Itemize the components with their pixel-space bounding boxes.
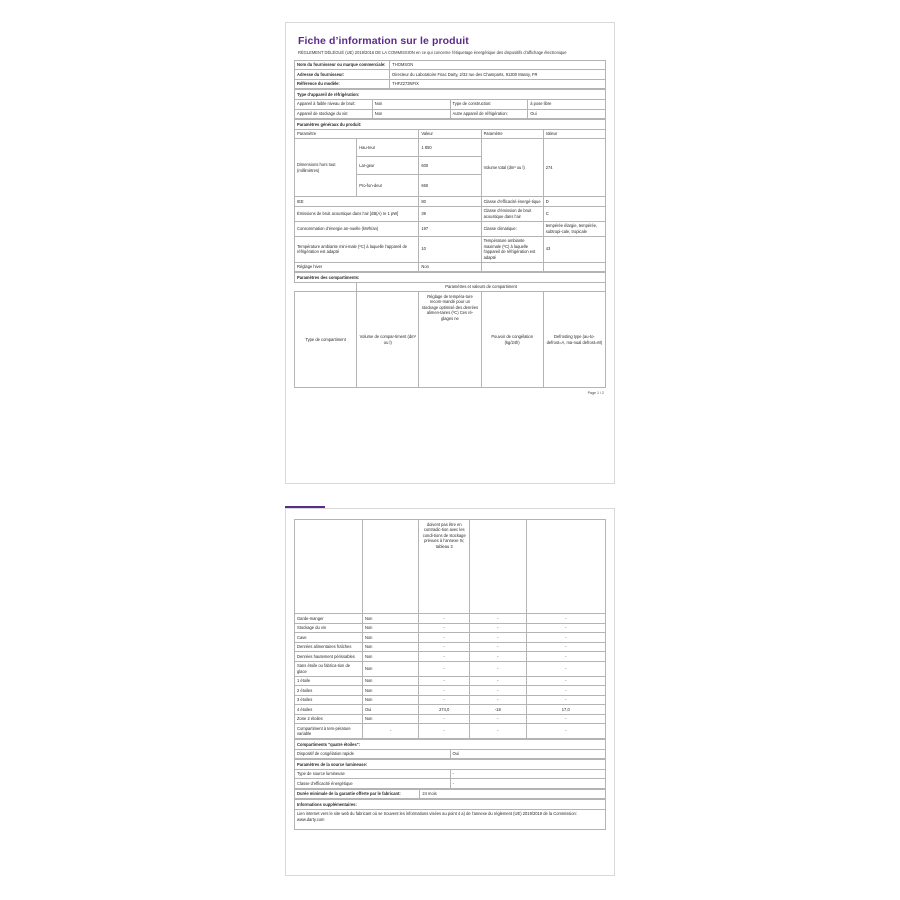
supplier-name-value: THOMSON bbox=[390, 60, 606, 70]
supplier-address-label: Adresse du fournisseur: bbox=[295, 70, 390, 80]
compartment-freezing: - bbox=[526, 614, 606, 624]
table-row bbox=[295, 652, 606, 662]
compartment-temperature: - bbox=[470, 614, 526, 624]
table-header-row bbox=[295, 292, 606, 388]
section-label: Compartiments "quatre étoiles": bbox=[295, 740, 606, 750]
page-number: Page 1 / 2 bbox=[587, 391, 604, 396]
table-header-row bbox=[295, 282, 606, 292]
light-source-type-label: Type de source lumineuse bbox=[295, 769, 451, 779]
light-source-class-value: - bbox=[450, 779, 606, 789]
compartment-temperature: - bbox=[470, 661, 526, 676]
compartment-volume: - bbox=[419, 724, 470, 739]
fast-freeze-value: Oui bbox=[450, 749, 606, 759]
compartment-freezing: - bbox=[526, 661, 606, 676]
supplier-address-value: Directeur du Laboratoire Fnac Darty, 2/32 rue des Champarts, 91300 Massy, FR bbox=[390, 70, 606, 80]
empty-cell-1 bbox=[481, 262, 543, 272]
compartment-volume: - bbox=[419, 652, 470, 662]
table-row bbox=[295, 749, 606, 759]
iee-value: 80 bbox=[419, 197, 481, 207]
table-row bbox=[295, 139, 606, 157]
table-row bbox=[295, 789, 606, 799]
energy-class-value: D bbox=[543, 197, 605, 207]
noise-emissions-label: Émissions de bruit acoustique dans l’air [dB(A) re 1 pW] bbox=[295, 206, 419, 221]
table-row bbox=[295, 695, 606, 705]
compartment-name: 2 étoiles bbox=[295, 686, 363, 696]
dimension-depth-value: 660 bbox=[419, 175, 481, 197]
fast-freeze-label: Dispositif de congélation rapide bbox=[295, 749, 451, 759]
table-row bbox=[295, 705, 606, 715]
compartment-freezing: - bbox=[526, 633, 606, 643]
empty-cell-2 bbox=[543, 262, 605, 272]
compartment-volume: - bbox=[419, 695, 470, 705]
compartment-volume: - bbox=[419, 661, 470, 676]
compartment-name: Cave bbox=[295, 633, 363, 643]
warranty-value: 24 mois bbox=[420, 789, 606, 799]
section-header-four-star bbox=[295, 740, 606, 750]
section-label: Paramètres de la source lumineuse: bbox=[295, 760, 606, 770]
other-appliance-label: Autre appareil de réfrigération: bbox=[450, 109, 528, 119]
appliance-type-table bbox=[294, 89, 606, 119]
supplier-name-label: Nom du fournisseur ou marque commerciale: bbox=[295, 60, 390, 70]
compartment-present: Non bbox=[362, 676, 418, 686]
compartment-name: 1 étoile bbox=[295, 676, 363, 686]
section-header-compartments bbox=[295, 273, 606, 283]
dimension-height-value: 1 850 bbox=[419, 139, 481, 157]
header-value-2: Valeur bbox=[543, 129, 605, 139]
compartment-present: Non bbox=[362, 686, 418, 696]
iee-label: IEE bbox=[295, 197, 419, 207]
compartment-freezing: - bbox=[526, 714, 606, 724]
table-row bbox=[295, 642, 606, 652]
compartment-name: Denrées alimentaires fraîches bbox=[295, 642, 363, 652]
header-value-1: Valeur bbox=[419, 129, 481, 139]
manufacturer-website-text: Lien internet vers le site web du fabricant où se trouvent les informations visées au point 4 a) de l’annexe du règlement (UE) 2019/2019 de la Commission: www.darty.com bbox=[295, 809, 606, 829]
compartment-freezing: - bbox=[526, 652, 606, 662]
compartment-volume: - bbox=[419, 676, 470, 686]
compartments-table-header bbox=[294, 272, 606, 388]
header-continuation-spacer-2 bbox=[362, 520, 418, 614]
table-row bbox=[295, 769, 606, 779]
compartment-present: Non bbox=[362, 623, 418, 633]
header-freezing-capacity: Pouvoir de congélation (kg/24h) bbox=[481, 292, 543, 388]
min-ambient-temp-label: Température ambiante mini-male (ºC) à laquelle l’appareil de réfrigération est adapté bbox=[295, 236, 419, 262]
table-row bbox=[295, 661, 606, 676]
compartment-freezing: - bbox=[526, 724, 606, 739]
header-defrosting-type: Defrosting type (au-to-defrost=A, ma-nual defrost=M) bbox=[543, 292, 605, 388]
noise-emissions-value: 39 bbox=[419, 206, 481, 221]
low-noise-label: Appareil à faible niveau de bruit: bbox=[295, 99, 373, 109]
page-title: Fiche d’information sur le produit bbox=[298, 35, 469, 47]
wine-storage-label: Appareil de stockage du vin: bbox=[295, 109, 373, 119]
compartment-temperature: - bbox=[470, 633, 526, 643]
compartment-temperature: - bbox=[470, 695, 526, 705]
compartment-present: - bbox=[362, 724, 418, 739]
header-parameter-1: Paramètre bbox=[295, 129, 419, 139]
compartment-volume: - bbox=[419, 714, 470, 724]
header-compartment-type: Type de compartiment bbox=[295, 292, 357, 388]
energy-class-label: Classe d’efficacité énergé-tique bbox=[481, 197, 543, 207]
additional-info-table bbox=[294, 799, 606, 830]
header-continuation-spacer-4 bbox=[526, 520, 606, 614]
compartment-temperature: -18 bbox=[470, 705, 526, 715]
model-label: Référence du modèle: bbox=[295, 79, 390, 89]
section-header-additional bbox=[295, 800, 606, 810]
compartment-freezing: - bbox=[526, 676, 606, 686]
compartment-temperature: - bbox=[470, 623, 526, 633]
dimension-width-label: Lar-geur bbox=[357, 157, 419, 175]
other-appliance-value: Oui bbox=[528, 109, 606, 119]
table-row bbox=[295, 614, 606, 624]
table-row bbox=[295, 633, 606, 643]
compartment-present: Oui bbox=[362, 705, 418, 715]
table-row bbox=[295, 99, 606, 109]
compartment-name: Zone 2 étoiles bbox=[295, 714, 363, 724]
compartment-freezing: - bbox=[526, 695, 606, 705]
header-continuation-spacer-3 bbox=[470, 520, 526, 614]
table-row bbox=[295, 724, 606, 739]
section-label: Type d’appareil de réfrigération: bbox=[295, 90, 606, 100]
compartment-freezing: - bbox=[526, 623, 606, 633]
compartment-name: 3 étoiles bbox=[295, 695, 363, 705]
table-row bbox=[295, 262, 606, 272]
dimensions-label: Dimensions hors tout (millimètres) bbox=[295, 139, 357, 197]
compartment-present: Non bbox=[362, 695, 418, 705]
compartment-volume: - bbox=[419, 642, 470, 652]
compartment-name: Stockage du vin bbox=[295, 623, 363, 633]
compartment-temperature: - bbox=[470, 676, 526, 686]
construction-type-label: Type de construction: bbox=[450, 99, 528, 109]
compartment-name: Garde-manger bbox=[295, 614, 363, 624]
noise-class-value: C bbox=[543, 206, 605, 221]
table-row bbox=[295, 60, 606, 70]
dimension-height-label: Hau-teur bbox=[357, 139, 419, 157]
table-row bbox=[295, 714, 606, 724]
compartment-volume: - bbox=[419, 614, 470, 624]
compartments-span-header: Paramètres et valeurs de compartiment bbox=[357, 282, 606, 292]
light-source-type-value: - bbox=[450, 769, 606, 779]
construction-type-value: à pose libre bbox=[528, 99, 606, 109]
table-row bbox=[295, 809, 606, 829]
supplier-table bbox=[294, 60, 606, 90]
four-star-table bbox=[294, 739, 606, 759]
climate-class-label: Classe climatique: bbox=[481, 221, 543, 236]
general-parameters-table bbox=[294, 119, 606, 272]
low-noise-value: Non bbox=[372, 99, 450, 109]
model-value: THFZ273NFIX bbox=[390, 79, 606, 89]
compartment-temperature: - bbox=[470, 724, 526, 739]
section-label: Paramètres généraux du produit: bbox=[295, 120, 606, 130]
compartment-present: Non bbox=[362, 614, 418, 624]
wine-storage-value: Non bbox=[372, 109, 450, 119]
total-volume-value: 274 bbox=[543, 139, 605, 197]
compartment-name: 4 étoiles bbox=[295, 705, 363, 715]
table-row bbox=[295, 109, 606, 119]
table-row bbox=[295, 236, 606, 262]
compartment-name: Compartiment à tem-pérature variable bbox=[295, 724, 363, 739]
compartment-temperature: - bbox=[470, 652, 526, 662]
light-source-class-label: Classe d’efficacité énergétique bbox=[295, 779, 451, 789]
section-label: Informations supplémentaires: bbox=[295, 800, 606, 810]
compartment-freezing: - bbox=[526, 686, 606, 696]
compartment-temperature: - bbox=[470, 686, 526, 696]
table-header-row-continued bbox=[295, 520, 606, 614]
compartment-freezing: 17,0 bbox=[526, 705, 606, 715]
header-continuation-spacer-1 bbox=[295, 520, 363, 614]
compartment-name: Denrées hautement périssables bbox=[295, 652, 363, 662]
max-ambient-temp-label: Température ambiante maximale (ºC) à laquelle l’appareil de réfrigération est adapté bbox=[481, 236, 543, 262]
compartment-temperature: - bbox=[470, 642, 526, 652]
section-header-appliance-type bbox=[295, 90, 606, 100]
table-row bbox=[295, 197, 606, 207]
section-header-light-source bbox=[295, 760, 606, 770]
annual-consumption-value: 197 bbox=[419, 221, 481, 236]
climate-class-value: tempérée élargie, tempérée, subtropi-cale, tropicale bbox=[543, 221, 605, 236]
table-row bbox=[295, 779, 606, 789]
compartment-volume: - bbox=[419, 686, 470, 696]
section-header-general bbox=[295, 120, 606, 130]
warranty-label: Durée minimale de la garantie offerte par le fabricant: bbox=[295, 789, 420, 799]
header-recommended-temperature-continued: doivent pas être en contradic-tion avec les condi-tions de stockage prévues à l’annexe IV, tableau 3 bbox=[419, 520, 470, 614]
header-recommended-temperature: Réglage de tempéra-ture recom-mandé pour un stockage optimisé des denrées alimen-taires (ºC) Ces ré-glages ne bbox=[419, 292, 481, 388]
header-parameter-2: Paramètre bbox=[481, 129, 543, 139]
dimension-width-value: 600 bbox=[419, 157, 481, 175]
total-volume-label: Volume total (dm³ ou l) bbox=[481, 139, 543, 197]
table-row bbox=[295, 686, 606, 696]
compartment-volume: - bbox=[419, 633, 470, 643]
compartment-present: Non bbox=[362, 633, 418, 643]
table-row bbox=[295, 676, 606, 686]
light-source-table bbox=[294, 759, 606, 789]
compartment-volume: - bbox=[419, 623, 470, 633]
compartment-present: Non bbox=[362, 642, 418, 652]
section-label: Paramètres des compartiments: bbox=[295, 273, 606, 283]
dimension-depth-label: Pro-fon-deur bbox=[357, 175, 419, 197]
min-ambient-temp-value: 10 bbox=[419, 236, 481, 262]
compartment-volume: 274,0 bbox=[419, 705, 470, 715]
compartment-temperature: - bbox=[470, 714, 526, 724]
warranty-table bbox=[294, 789, 606, 800]
max-ambient-temp-value: 43 bbox=[543, 236, 605, 262]
annual-consumption-label: Consommation d’énergie an-nuelle (kWh/an) bbox=[295, 221, 419, 236]
table-row bbox=[295, 70, 606, 80]
header-compartment-volume: Volume de compar-timent (dm³ ou l) bbox=[357, 292, 419, 388]
table-row bbox=[295, 623, 606, 633]
spacer-cell bbox=[295, 282, 357, 292]
compartment-present: Non bbox=[362, 661, 418, 676]
winter-setting-label: Réglage hiver bbox=[295, 262, 419, 272]
table-row bbox=[295, 221, 606, 236]
compartment-present: Non bbox=[362, 652, 418, 662]
document-page-1 bbox=[285, 22, 615, 484]
regulation-subtitle: RÈGLEMENT DÉLÉGUÉ (UE) 2019/2016 DE LA COMMISSION en ce qui concerne l’étiquetage énergétique des dispositifs d’affichage électronique bbox=[298, 50, 567, 55]
compartment-freezing: - bbox=[526, 642, 606, 652]
compartment-present: Non bbox=[362, 714, 418, 724]
document-page-2 bbox=[285, 508, 615, 876]
table-row bbox=[295, 206, 606, 221]
compartment-name: Sans étoile ou fabrica-tion de glace bbox=[295, 661, 363, 676]
table-header-row bbox=[295, 129, 606, 139]
table-row bbox=[295, 79, 606, 89]
noise-class-label: Classe d’émission de bruit acoustique dans l’air bbox=[481, 206, 543, 221]
winter-setting-value: Non bbox=[419, 262, 481, 272]
compartments-table-continued bbox=[294, 519, 606, 739]
